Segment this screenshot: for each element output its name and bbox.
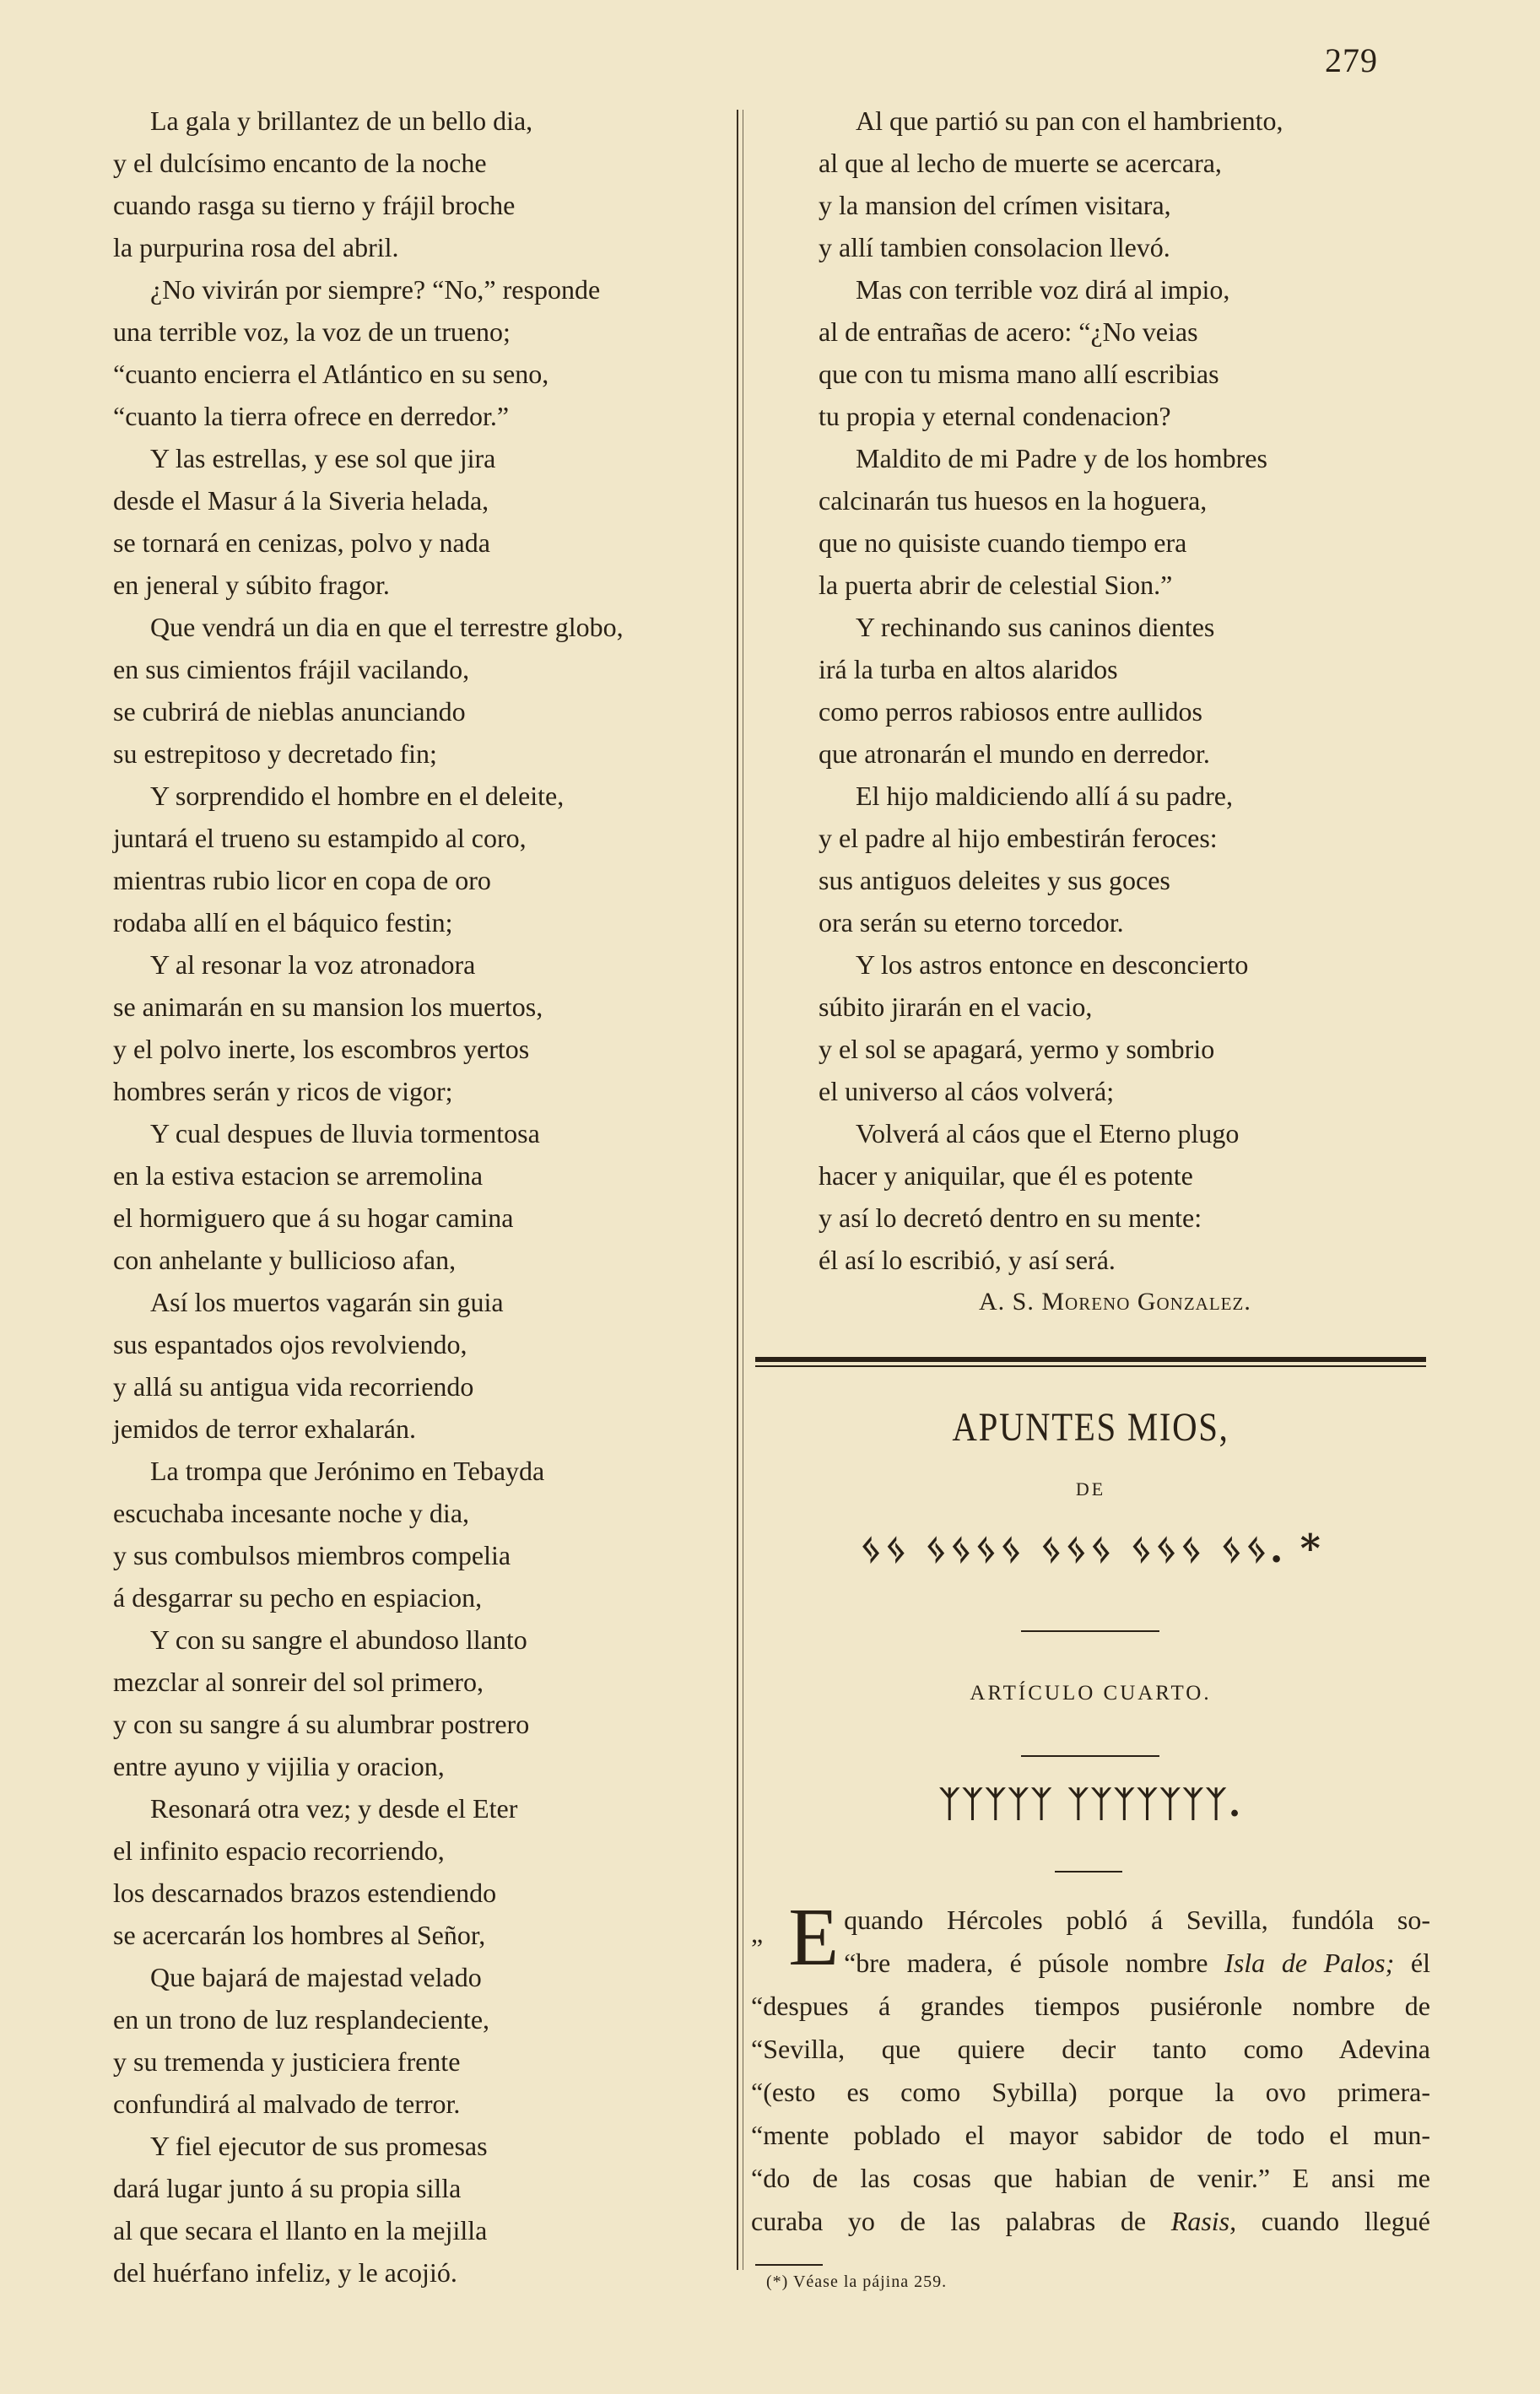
poem-line: en la estiva estacion se arremolina xyxy=(113,1160,484,1191)
column-divider xyxy=(737,110,738,2270)
poem-line: La trompa que Jerónimo en Tebayda xyxy=(150,1456,545,1486)
poem-line: se acercarán los hombres al Señor, xyxy=(113,1920,486,1950)
poem-line: Volverá al cáos que el Eterno plugo xyxy=(856,1118,1240,1148)
poem-line: El hijo maldiciendo allí á su padre, xyxy=(856,781,1233,811)
prose-line: “Sevilla, que quiere decir tanto como Adevina xyxy=(751,2034,1430,2064)
poem-line: Resonará otra vez; y desde el Eter xyxy=(150,1793,518,1824)
poem-line: entre ayuno y vijilia y oracion, xyxy=(113,1751,445,1781)
article-prose xyxy=(751,1892,1431,2243)
poem-line: los descarnados brazos estendiendo xyxy=(113,1878,497,1908)
poem-line: Y fiel ejecutor de sus promesas xyxy=(150,2131,488,2161)
poem-line: á desgarrar su pecho en espiacion, xyxy=(113,1582,483,1613)
poem-line: al que secara el llanto en la mejilla xyxy=(113,2215,488,2245)
poem-line: Maldito de mi Padre y de los hombres xyxy=(856,443,1267,473)
prose-line: “mente poblado el mayor sabidor de todo el mun- xyxy=(751,2120,1430,2150)
poem-line: en jeneral y súbito fragor. xyxy=(113,570,390,600)
poem-line: el universo al cáos volverá; xyxy=(819,1076,1115,1106)
poem-left-column xyxy=(113,100,733,2294)
poem-line: como perros rabiosos entre aullidos xyxy=(819,696,1202,727)
article-author-ornamental: ᛃᛃ ᛃᛃᛃᛃ ᛃᛃᛃ ᛃᛃᛃ ᛃᛃ. * xyxy=(859,1526,1322,1571)
poem-line: y la mansion del crímen visitara, xyxy=(819,190,1171,220)
poem-line: con anhelante y bullicioso afan, xyxy=(113,1245,457,1275)
poem-line: Y con su sangre el abundoso llanto xyxy=(150,1624,527,1655)
poem-line: del huérfano infeliz, y le acojió. xyxy=(113,2257,457,2288)
poem-line: y el padre al hijo embestirán feroces: xyxy=(819,823,1218,853)
article-de: DE xyxy=(1075,1478,1106,1500)
short-rule-2 xyxy=(1021,1755,1159,1757)
poem-line: confundirá al malvado de terror. xyxy=(113,2089,461,2119)
poem-line: Y cual despues de lluvia tormentosa xyxy=(150,1118,540,1148)
poem-line: Al que partió su pan con el hambriento, xyxy=(856,105,1283,136)
drop-cap: E xyxy=(788,1892,840,1983)
poem-line: al que al lecho de muerte se acercara, xyxy=(819,148,1222,178)
poem-signature: A. S. Moreno Gonzalez. xyxy=(979,1288,1251,1316)
poem-line: “cuanto la tierra ofrece en derredor.” xyxy=(113,401,510,431)
section-rule-thin xyxy=(755,1365,1426,1367)
article-title: APUNTES MIOS, xyxy=(952,1405,1229,1450)
poem-line: súbito jirarán en el vacio, xyxy=(819,992,1093,1022)
poem-line: escuchaba incesante noche y dia, xyxy=(113,1498,470,1528)
poem-line: su estrepitoso y decretado fin; xyxy=(113,738,437,769)
poem-line: y el sol se apagará, yermo y sombrio xyxy=(819,1034,1215,1064)
poem-line: al de entrañas de acero: “¿No veias xyxy=(819,316,1198,347)
page-number: 279 xyxy=(1325,41,1378,79)
poem-line: que atronarán el mundo en derredor. xyxy=(819,738,1210,769)
poem-line: el infinito espacio recorriendo, xyxy=(113,1835,445,1866)
poem-line: y sus combulsos miembros compelia xyxy=(113,1540,511,1570)
article-subtitle: ARTÍCULO CUARTO. xyxy=(970,1682,1212,1705)
short-rule-3 xyxy=(1055,1871,1122,1873)
poem-line: tu propia y eternal condenacion? xyxy=(819,401,1171,431)
poem-line: se animarán en su mansion los muertos, xyxy=(113,992,543,1022)
prose-line: quando Hércoles pobló á Sevilla, fundóla so- xyxy=(844,1905,1430,1935)
poem-line: Que bajará de majestad velado xyxy=(150,1962,482,1992)
poem-line: y el dulcísimo encanto de la noche xyxy=(113,148,487,178)
poem-line: se cubrirá de nieblas anunciando xyxy=(113,696,466,727)
poem-line: cuando rasga su tierno y frájil broche xyxy=(113,190,516,220)
footnote: (*) Véase la pájina 259. xyxy=(766,2272,948,2291)
poem-line: la puerta abrir de celestial Sion.” xyxy=(819,570,1173,600)
poem-line: que no quisiste cuando tiempo era xyxy=(819,527,1187,558)
poem-line: Y rechinando sus caninos dientes xyxy=(856,612,1215,642)
poem-line: y su tremenda y justiciera frente xyxy=(113,2046,461,2077)
poem-line: Mas con terrible voz dirá al impio, xyxy=(856,274,1230,305)
poem-line: en un trono de luz resplandeciente, xyxy=(113,2004,490,2035)
poem-line: jemidos de terror exhalarán. xyxy=(113,1413,416,1444)
prose-line: “despues á grandes tiempos pusiéronle nombre de xyxy=(751,1991,1430,2021)
poem-line: Y los astros entonce en desconcierto xyxy=(856,949,1249,980)
poem-line: dará lugar junto á su propia silla xyxy=(113,2173,462,2203)
poem-line: Y al resonar la voz atronadora xyxy=(150,949,476,980)
poem-line: el hormiguero que á su hogar camina xyxy=(113,1202,514,1233)
prose-line: curaba yo de las palabras de Rasis, cuando llegué xyxy=(751,2206,1431,2236)
poem-line: juntará el trueno su estampido al coro, xyxy=(113,823,527,853)
poem-line: ora serán su eterno torcedor. xyxy=(819,907,1124,938)
poem-line: y así lo decretó dentro en su mente: xyxy=(819,1202,1202,1233)
poem-line: sus antiguos deleites y sus goces xyxy=(819,865,1170,895)
poem-line: La gala y brillantez de un bello dia, xyxy=(150,105,533,136)
poem-line: una terrible voz, la voz de un trueno; xyxy=(113,316,511,347)
section-heading-ornamental: ᛉᛉᛉᛉᛉ ᛉᛉᛉᛉᛉᛉᛉ. xyxy=(938,1783,1243,1824)
poem-line: ¿No vivirán por siempre? “No,” responde xyxy=(150,274,601,305)
poem-line: y con su sangre á su alumbrar postrero xyxy=(113,1709,530,1739)
poem-line: “cuanto encierra el Atlántico en su seno, xyxy=(113,359,549,389)
poem-line: y el polvo inerte, los escombros yertos xyxy=(113,1034,530,1064)
section-rule-heavy xyxy=(755,1357,1426,1362)
poem-line: mientras rubio licor en copa de oro xyxy=(113,865,491,895)
prose-line: “bre madera, é púsole nombre Isla de Palos; él xyxy=(844,1948,1431,1978)
poem-line: se tornará en cenizas, polvo y nada xyxy=(113,527,490,558)
poem-line: Así los muertos vagarán sin guia xyxy=(150,1287,504,1317)
poem-line: que con tu misma mano allí escribias xyxy=(819,359,1219,389)
short-rule-1 xyxy=(1021,1630,1159,1632)
poem-right-column xyxy=(819,100,1443,1323)
poem-line: hacer y aniquilar, que él es potente xyxy=(819,1160,1193,1191)
poem-line: Y las estrellas, y ese sol que jira xyxy=(150,443,496,473)
poem-line: sus espantados ojos revolviendo, xyxy=(113,1329,467,1359)
footnote-rule xyxy=(755,2264,823,2266)
poem-line: en sus cimientos frájil vacilando, xyxy=(113,654,470,684)
poem-line: calcinarán tus huesos en la hoguera, xyxy=(819,485,1208,516)
opening-quote: „ xyxy=(751,1918,764,1948)
poem-line: y allí tambien consolacion llevó. xyxy=(819,232,1170,262)
poem-line: rodaba allí en el báquico festin; xyxy=(113,907,453,938)
poem-line: él así lo escribió, y así será. xyxy=(819,1245,1116,1275)
poem-line: Y sorprendido el hombre en el deleite, xyxy=(150,781,565,811)
poem-line: hombres serán y ricos de vigor; xyxy=(113,1076,453,1106)
poem-line: desde el Masur á la Siveria helada, xyxy=(113,485,489,516)
poem-line: mezclar al sonreir del sol primero, xyxy=(113,1667,484,1697)
prose-line: “(esto es como Sybilla) porque la ovo primera- xyxy=(751,2077,1430,2107)
poem-line: y allá su antigua vida recorriendo xyxy=(113,1371,474,1402)
poem-line: la purpurina rosa del abril. xyxy=(113,232,399,262)
poem-line: irá la turba en altos alaridos xyxy=(819,654,1118,684)
prose-line: “do de las cosas que habian de venir.” E ansi me xyxy=(751,2163,1430,2193)
poem-line: Que vendrá un dia en que el terrestre globo, xyxy=(150,612,624,642)
